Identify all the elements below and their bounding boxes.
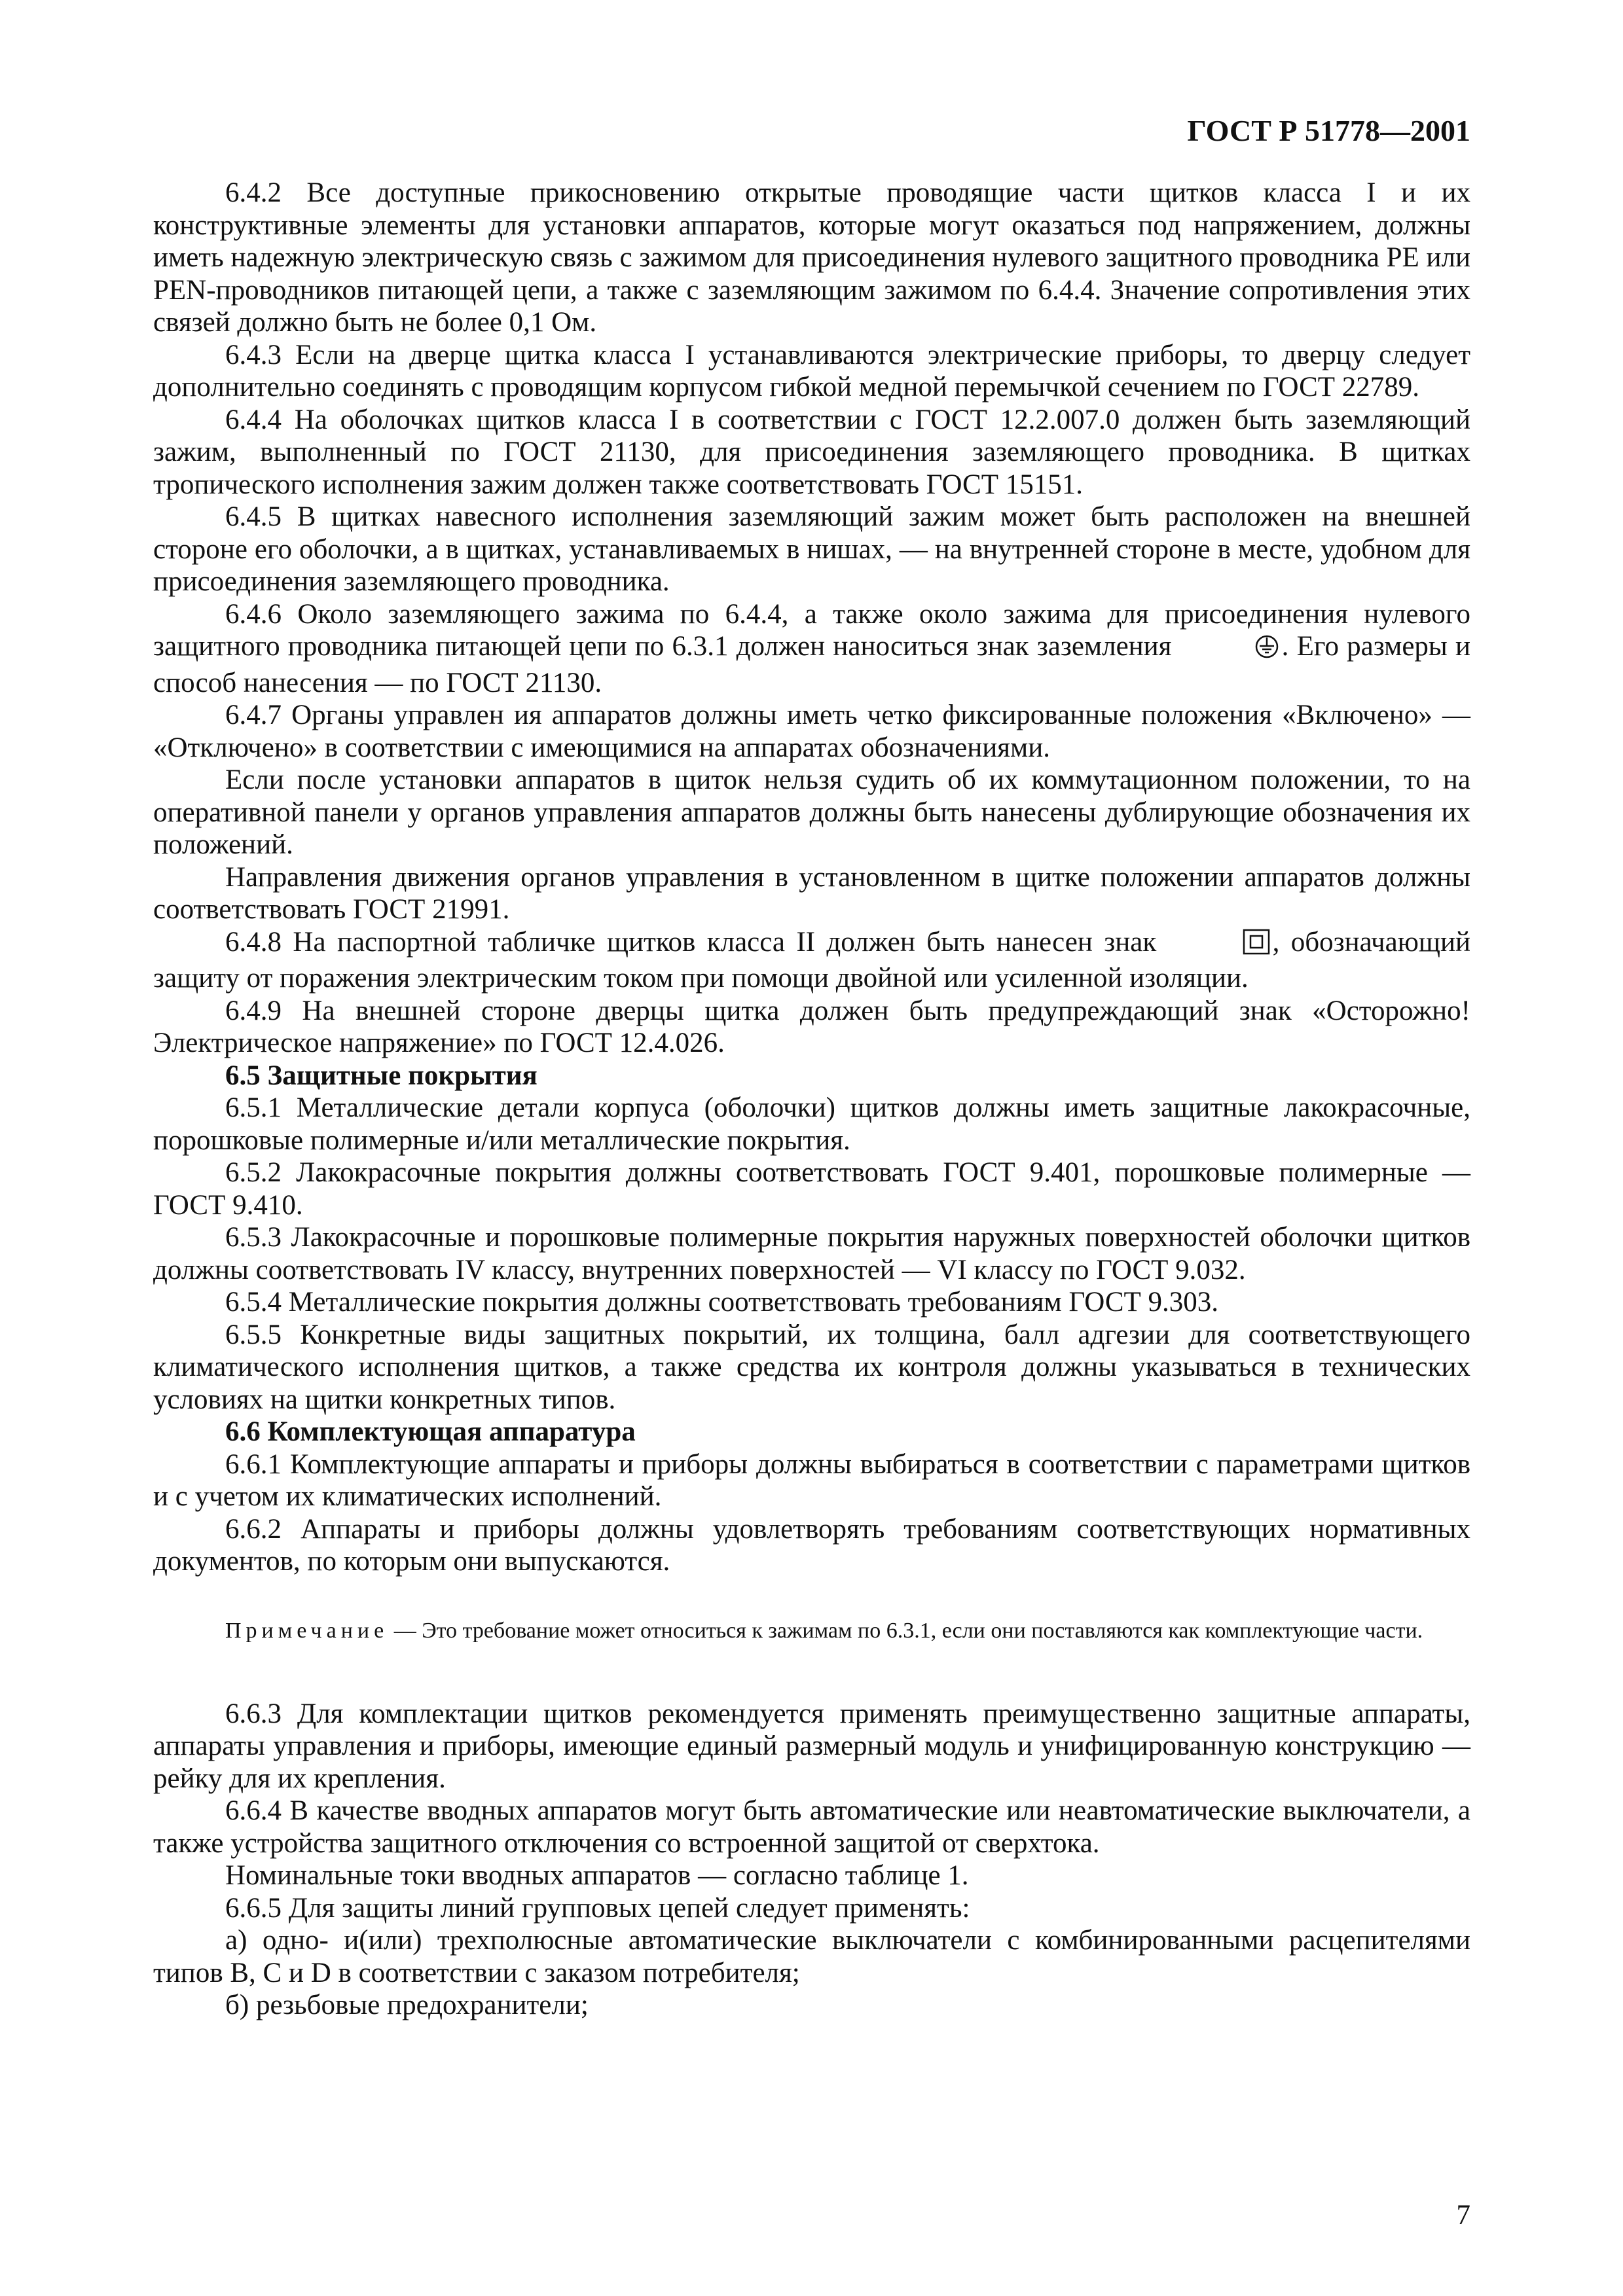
page-number: 7 (1456, 2200, 1470, 2231)
paragraph-6-4-8-text-a: 6.4.8 На паспортной табличке щитков класса II должен быть нанесен знак (225, 926, 1157, 958)
note-text: — Это требование может относиться к зажимам по 6.3.1, если они поставляются как комплектующие части. (393, 1618, 1423, 1643)
paragraph-6-5-2: 6.5.2 Лакокрасочные покрытия должны соответствовать ГОСТ 9.401, порошковые полимерные — ГОСТ 9.410. (153, 1157, 1470, 1221)
paragraph-6-6-4: 6.6.4 В качестве вводных аппаратов могут быть автоматические или неавтоматические выключатели, а также устройства защитного отключения со встроенной защитой от сверхтока. (153, 1795, 1470, 1859)
document-body (153, 177, 1470, 2022)
earth-ground-icon (1182, 634, 1279, 667)
paragraph-6-4-7-positions: Если после установки аппаратов в щиток нельзя судить об их коммутационном положении, то на оперативной панели у органов управления аппаратов должны быть нанесены дублирующие обозначения их положений. (153, 764, 1470, 860)
paragraph-6-5-4: 6.5.4 Металлические покрытия должны соответствовать требованиям ГОСТ 9.303. (225, 1287, 1219, 1318)
section-heading-6-5: 6.5 Защитные покрытия (225, 1060, 538, 1091)
paragraph-6-5-1: 6.5.1 Металлические детали корпуса (оболочки) щитков должны иметь защитные лакокрасочные, порошковые полимерные и/или металлические покрытия. (153, 1092, 1470, 1156)
paragraph-6-4-5: 6.4.5 В щитках навесного исполнения заземляющий зажим может быть расположен на внешней стороне его оболочки, а в щитках, устанавливаемых в нишах, — на внутренней стороне в месте, удобном для присоединения заземляющего проводника. (153, 501, 1470, 597)
section-heading-6-6: 6.6 Комплектующая аппаратура (225, 1416, 636, 1447)
note (153, 1616, 1470, 1645)
list-item-a: а) одно- и(или) трехполюсные автоматические выключатели с комбинированными расцепителями типов B, C и D в соответствии с заказом потребителя; (153, 1925, 1470, 1988)
paragraph-6-4-7-directions: Направления движения органов управления в установленном в щитке положении аппаратов должны соответствовать ГОСТ 21991. (153, 861, 1470, 925)
paragraph-6-6-1: 6.6.1 Комплектующие аппараты и приборы должны выбираться в соответствии с параметрами щитков и с учетом их климатических исполнений. (153, 1448, 1470, 1512)
double-insulation-icon (1171, 929, 1270, 963)
paragraph-6-6-5: 6.6.5 Для защиты линий групповых цепей следует применять: (225, 1892, 970, 1924)
paragraph-6-4-8-text-b: , обозначающий защиту от поражения электрическим током при помощи двойной или усиленной изоляции. (153, 926, 1471, 994)
paragraph-6-5-5: 6.5.5 Конкретные виды защитных покрытий, их толщина, балл адгезии для соответствующего климатического исполнения щитков, а также средства их контроля должны указываться в технических условиях на щитки конкретных типов. (153, 1319, 1470, 1415)
paragraph-6-4-7: 6.4.7 Органы управлен ия аппаратов должны иметь четко фиксированные положения «Включено» — «Отключено» в соответствии с имеющимися на аппаратах обозначениями. (153, 700, 1470, 763)
paragraph-6-4-6 (153, 598, 1470, 700)
paragraph-6-4-4: 6.4.4 На оболочках щитков класса I в соответствии с ГОСТ 12.2.007.0 должен быть заземляющий зажим, выполненный по ГОСТ 21130, для присоединения заземляющего проводника. В щитках тропического исполнения зажим должен также соответствовать ГОСТ 15151. (153, 404, 1470, 500)
paragraph-6-4-6-text-b: . Его размеры и способ нанесения — по ГОСТ 21130. (153, 631, 1471, 698)
paragraph-6-6-3: 6.6.3 Для комплектации щитков рекомендуется применять преимущественно защитные аппараты, аппараты управления и приборы, имеющие единый размерный модуль и унифицированную конструкцию — рейку для их крепления. (153, 1698, 1470, 1794)
paragraph-6-4-2: 6.4.2 Все доступные прикосновению открытые проводящие части щитков класса I и их конструктивные элементы для установки аппаратов, которые могут оказаться под напряжением, должны иметь надежную электрическую связь с зажимом для присоединения нулевого защитного проводника PE или PEN-проводников питающей цепи, а также с заземляющим зажимом по 6.4.4. Значение сопротивления этих связей должно быть не более 0,1 Ом. (153, 177, 1470, 338)
paragraph-6-4-3: 6.4.3 Если на дверце щитка класса I устанавливаются электрические приборы, то дверцу следует дополнительно соединять с проводящим корпусом гибкой медной перемычкой сечением по ГОСТ 22789. (153, 339, 1470, 403)
paragraph-6-4-9: 6.4.9 На внешней стороне дверцы щитка должен быть предупреждающий знак «Осторожно! Электрическое напряжение» по ГОСТ 12.4.026. (153, 995, 1470, 1058)
paragraph-6-5-3: 6.5.3 Лакокрасочные и порошковые полимерные покрытия наружных поверхностей оболочки щитков должны соответствовать IV классу, внутренних поверхностей — VI классу по ГОСТ 9.032. (153, 1222, 1470, 1285)
paragraph-6-4-8 (153, 926, 1470, 995)
paragraph-6-4-6-text-a: 6.4.6 Около заземляющего зажима по 6.4.4, а также около зажима для присоединения нулевого защитного проводника питающей цепи по 6.3.1 должен наноситься знак заземления (153, 598, 1470, 662)
document-page (153, 111, 1470, 2232)
list-item-b: б) резьбовые предохранители; (225, 1990, 589, 2020)
paragraph-6-6-2: 6.6.2 Аппараты и приборы должны удовлетворять требованиям соответствующих нормативных документов, по которым они выпускаются. (153, 1513, 1470, 1577)
document-header: ГОСТ Р 51778—2001 (1187, 114, 1470, 147)
note-label: Примечание (225, 1618, 389, 1643)
paragraph-6-6-4-currents: Номинальные токи вводных аппаратов — согласно таблице 1. (225, 1860, 969, 1891)
